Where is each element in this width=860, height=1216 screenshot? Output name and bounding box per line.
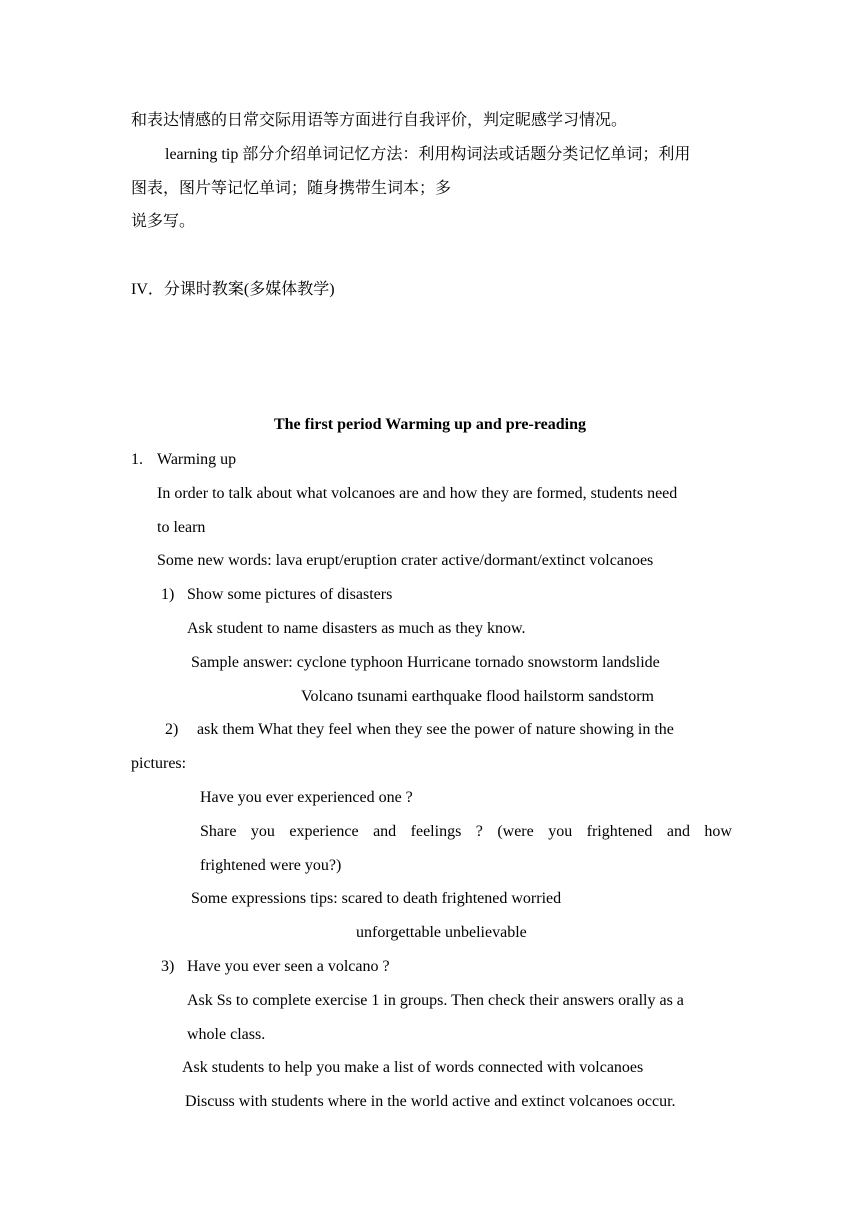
q2-word: you	[548, 823, 573, 840]
step1-sample-2: Volcano tsunami earthquake flood hailstorm sandstorm	[301, 688, 654, 705]
step1-number: 1)	[161, 586, 175, 603]
step3-word-list: Ask students to help you make a list of words connected with volcanoes	[182, 1059, 644, 1076]
intro-line-1: 和表达情感的日常交际用语等方面进行自我评价，判定昵感学习情况。	[131, 112, 628, 129]
step2-text-cont: pictures:	[131, 755, 187, 772]
step2-tips-1: Some expressions tips: scared to death frightened worried	[191, 890, 562, 907]
q2-word: experience	[289, 823, 359, 840]
step3-exercise-cont: whole class.	[187, 1026, 266, 1043]
q2-word: ?	[475, 823, 483, 840]
step3-number: 3)	[161, 958, 175, 975]
step1-text: Show some pictures of disasters	[187, 586, 393, 603]
step3-text: Have you ever seen a volcano ?	[187, 958, 390, 975]
new-words: Some new words: lava erupt/eruption crater active/dormant/extinct volcanoes	[157, 552, 654, 569]
step3-discuss: Discuss with students where in the world active and extinct volcanoes occur.	[185, 1093, 676, 1110]
intro-line-3: 图表，图片等记忆单词；随身携带生词本；多	[131, 180, 452, 197]
period-title: The first period Warming up and pre-reading	[273, 416, 587, 433]
step2-question-2	[200, 822, 732, 842]
q2-word: and	[373, 823, 397, 840]
step1-ask: Ask student to name disasters as much as they know.	[187, 620, 526, 637]
step2-text: ask them What they feel when they see the power of nature showing in the	[197, 721, 674, 738]
warmup-label: Warming up	[157, 451, 237, 468]
q2-word: (were	[497, 823, 534, 840]
step2-number: 2)	[165, 721, 179, 738]
warmup-number: 1.	[131, 451, 143, 468]
step2-tips-2: unforgettable unbelievable	[356, 924, 527, 941]
q2-word: you	[250, 823, 275, 840]
q2-word: and	[666, 823, 690, 840]
q2-word: frightened	[586, 823, 653, 840]
step2-question-1: Have you ever experienced one ?	[200, 789, 413, 806]
step3-exercise: Ask Ss to complete exercise 1 in groups. Then check their answers orally as a	[187, 992, 684, 1009]
q2-word: feelings	[410, 823, 462, 840]
intro-line-4: 说多写。	[131, 213, 196, 230]
intro-line-2: learning tip 部分介绍单词记忆方法：利用构词法或话题分类记忆单词；利用	[165, 146, 691, 163]
warmup-desc-1: In order to talk about what volcanoes are and how they are formed, students need	[157, 485, 678, 502]
step1-sample-1: Sample answer: cyclone typhoon Hurricane tornado snowstorm landslide	[191, 654, 660, 671]
warmup-desc-2: to learn	[157, 519, 206, 536]
q2-word: Share	[200, 823, 237, 840]
section-heading: IV．分课时教案(多媒体教学)	[131, 281, 335, 298]
q2-word: how	[704, 823, 732, 840]
step2-question-2-cont: frightened were you?)	[200, 857, 342, 874]
